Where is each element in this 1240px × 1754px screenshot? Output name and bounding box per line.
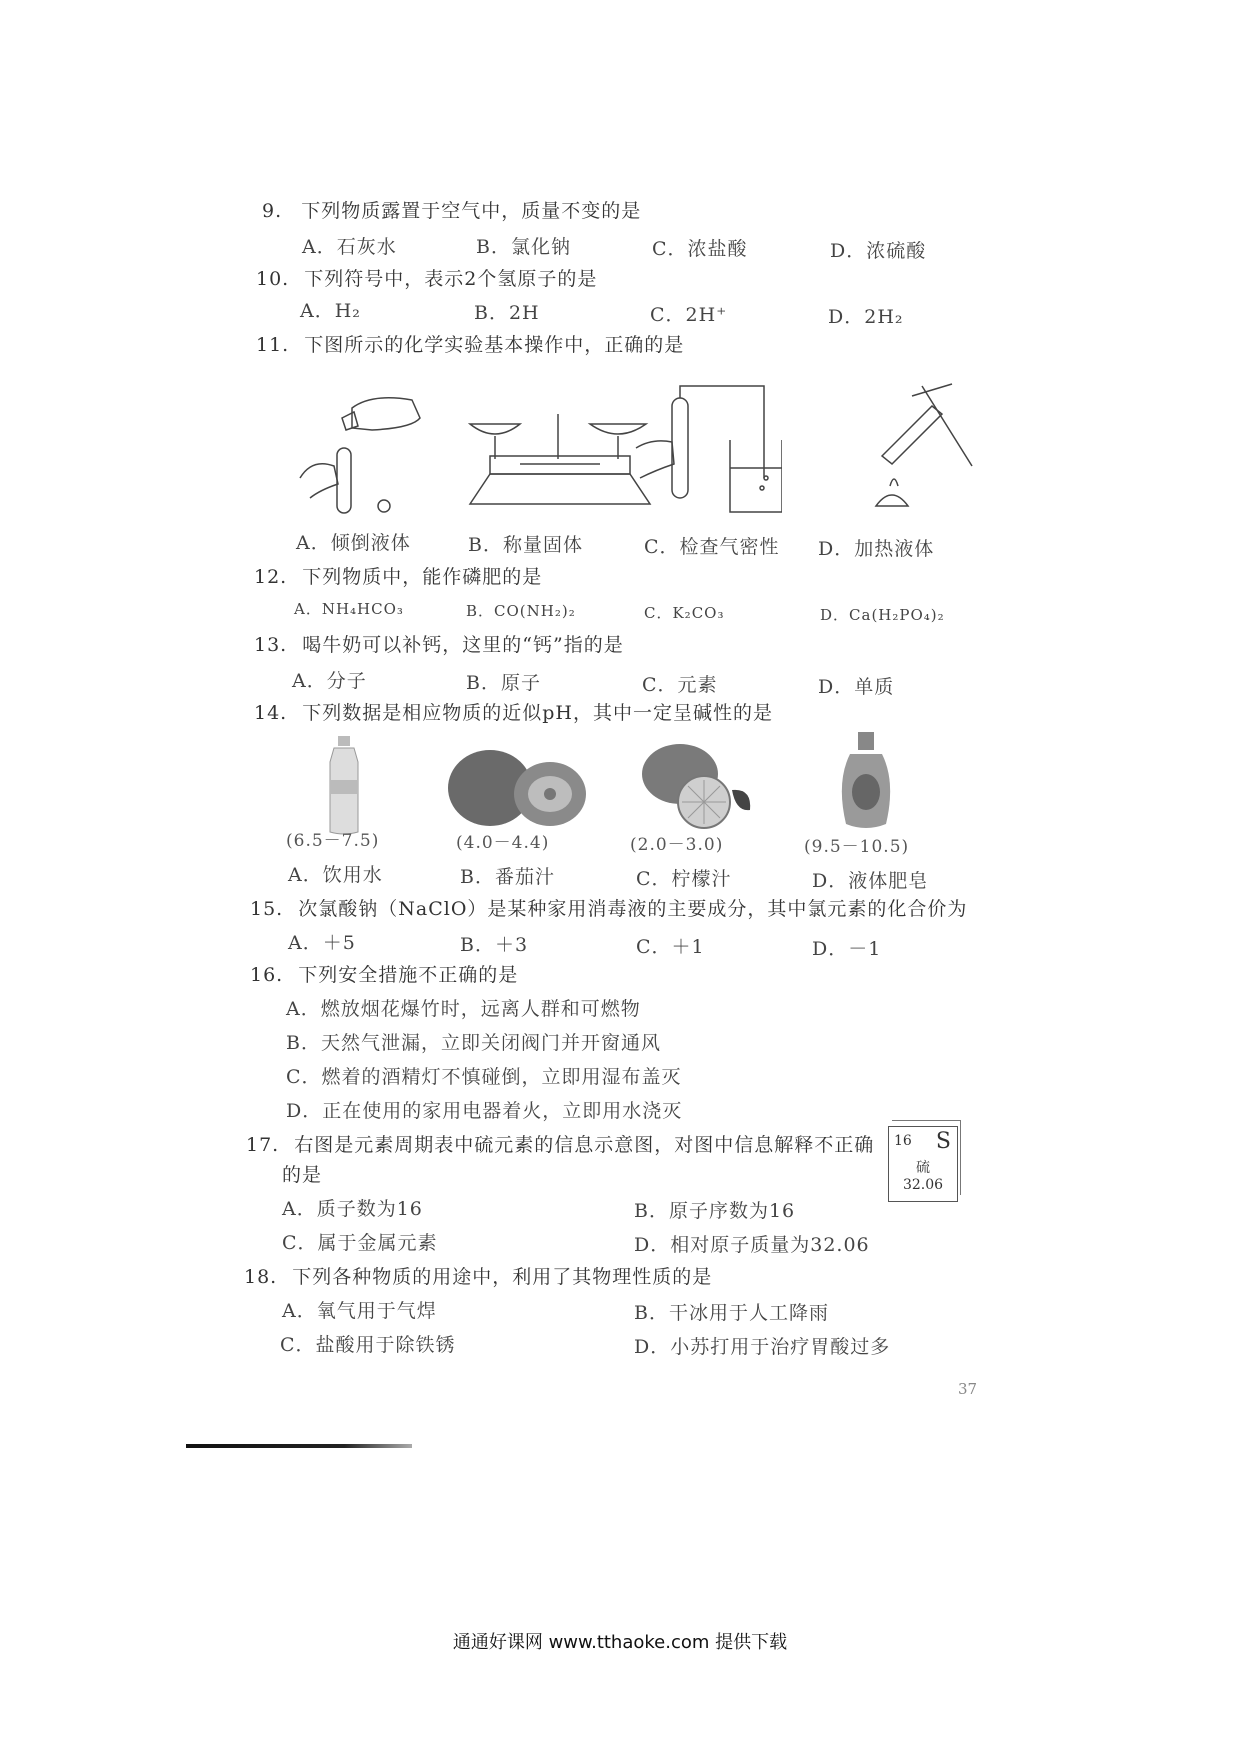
question-number: 9. — [262, 200, 283, 222]
element-symbol: S — [935, 1129, 951, 1154]
option-a: A．分子 — [292, 670, 367, 692]
option-a: A．NH₄HCO₃ — [294, 600, 404, 618]
heating-liquid-figure — [852, 376, 982, 516]
element-name: 硫 — [916, 1160, 930, 1176]
lemon-image — [640, 740, 760, 832]
pouring-liquid-figure — [292, 388, 432, 518]
option-a: A．H₂ — [300, 300, 361, 322]
option-c: C．盐酸用于除铁锈 — [280, 1334, 456, 1356]
option-d: D．小苏打用于治疗胃酸过多 — [634, 1336, 891, 1358]
option-a: A．石灰水 — [302, 236, 397, 258]
option-d: D．单质 — [818, 676, 895, 698]
question-stem: 下列符号中，表示2个氢原子的是 — [304, 268, 598, 290]
question-13 — [254, 630, 624, 657]
footer-credit: 通通好课网 www.tthaoke.com 提供下载 — [452, 1632, 788, 1653]
question-stem: 下列安全措施不正确的是 — [298, 964, 519, 986]
liquid-soap-image — [834, 732, 898, 832]
water-bottle-image — [316, 736, 372, 836]
option-c: C．检查气密性 — [644, 536, 780, 558]
question-number: 14. — [254, 702, 288, 724]
question-number: 13. — [254, 634, 288, 656]
option-c: C．浓盐酸 — [652, 238, 748, 260]
ph-value: (9.5－10.5) — [804, 837, 910, 857]
question-18 — [244, 1262, 712, 1289]
balance-figure — [460, 404, 660, 514]
ph-value: (2.0－3.0) — [630, 835, 724, 855]
question-stem: 下列物质中，能作磷肥的是 — [302, 566, 543, 588]
question-stem: 次氯酸钠（NaClO）是某种家用消毒液的主要成分，其中氯元素的化合价为 — [298, 898, 968, 920]
page-number: 37 — [958, 1380, 978, 1398]
question-14 — [254, 698, 773, 725]
option-a: A．＋5 — [288, 932, 356, 954]
question-stem: 下列物质露置于空气中，质量不变的是 — [301, 200, 642, 222]
question-number: 18. — [244, 1266, 278, 1288]
question-11 — [256, 330, 684, 357]
question-number: 17. — [246, 1134, 280, 1156]
question-stem-continued: 的是 — [282, 1164, 323, 1186]
option-a: A．氧气用于气焊 — [282, 1300, 437, 1322]
airtightness-check-figure — [632, 378, 782, 518]
option-d: D．加热液体 — [818, 538, 935, 560]
tomato-image — [446, 740, 588, 832]
option-c: C．K₂CO₃ — [644, 604, 725, 622]
option-d: D．2H₂ — [828, 306, 904, 328]
option-a: A．倾倒液体 — [296, 532, 411, 554]
question-number: 11. — [256, 334, 290, 356]
divider-rule — [186, 1444, 412, 1448]
question-16 — [250, 960, 518, 987]
option-d: D．相对原子质量为32.06 — [634, 1234, 870, 1256]
question-stem: 下图所示的化学实验基本操作中，正确的是 — [304, 334, 685, 356]
option-b: B．原子 — [466, 672, 541, 694]
element-card — [888, 1126, 958, 1202]
option-a: A．燃放烟花爆竹时，远离人群和可燃物 — [286, 998, 641, 1020]
question-10 — [256, 264, 597, 291]
option-d: D．液体肥皂 — [812, 870, 929, 892]
question-number: 12. — [254, 566, 288, 588]
option-b: B．＋3 — [460, 934, 529, 956]
ph-value: (6.5－7.5) — [286, 831, 380, 851]
atomic-number: 16 — [894, 1133, 912, 1149]
option-a: A．质子数为16 — [282, 1198, 423, 1220]
option-c: C．属于金属元素 — [282, 1232, 438, 1254]
option-b: B．氯化钠 — [476, 236, 571, 258]
question-9 — [262, 196, 641, 223]
question-15 — [250, 894, 967, 921]
option-d: D．正在使用的家用电器着火，立即用水浇灭 — [286, 1100, 683, 1122]
question-number: 10. — [256, 268, 290, 290]
option-b: B．天然气泄漏，立即关闭阀门并开窗通风 — [286, 1032, 661, 1054]
option-b: B．番茄汁 — [460, 866, 555, 888]
option-b: B．2H — [474, 302, 540, 324]
question-number: 15. — [250, 898, 284, 920]
option-c: C．元素 — [642, 674, 718, 696]
ph-value: (4.0－4.4) — [456, 833, 550, 853]
question-17 — [246, 1130, 874, 1157]
question-12 — [254, 562, 542, 589]
option-b: B．称量固体 — [468, 534, 583, 556]
question-stem: 下列各种物质的用途中，利用了其物理性质的是 — [292, 1266, 713, 1288]
question-number: 16. — [250, 964, 284, 986]
atomic-mass: 32.06 — [902, 1177, 944, 1193]
option-d: D．－1 — [812, 938, 882, 960]
option-c: C．2H⁺ — [650, 304, 728, 326]
option-c: C．柠檬汁 — [636, 868, 732, 890]
option-d: D．Ca(H₂PO₄)₂ — [820, 606, 945, 624]
option-b: B．CO(NH₂)₂ — [466, 602, 576, 620]
option-d: D．浓硫酸 — [830, 240, 927, 262]
question-stem: 下列数据是相应物质的近似pH，其中一定呈碱性的是 — [302, 702, 773, 724]
option-b: B．干冰用于人工降雨 — [634, 1302, 829, 1324]
question-stem: 喝牛奶可以补钙，这里的“钙”指的是 — [302, 634, 624, 656]
option-c: C．＋1 — [636, 936, 705, 958]
option-a: A．饮用水 — [288, 864, 383, 886]
question-stem: 右图是元素周期表中硫元素的信息示意图，对图中信息解释不正确 — [294, 1134, 875, 1156]
option-b: B．原子序数为16 — [634, 1200, 796, 1222]
option-c: C．燃着的酒精灯不慎碰倒，立即用湿布盖灭 — [286, 1066, 682, 1088]
